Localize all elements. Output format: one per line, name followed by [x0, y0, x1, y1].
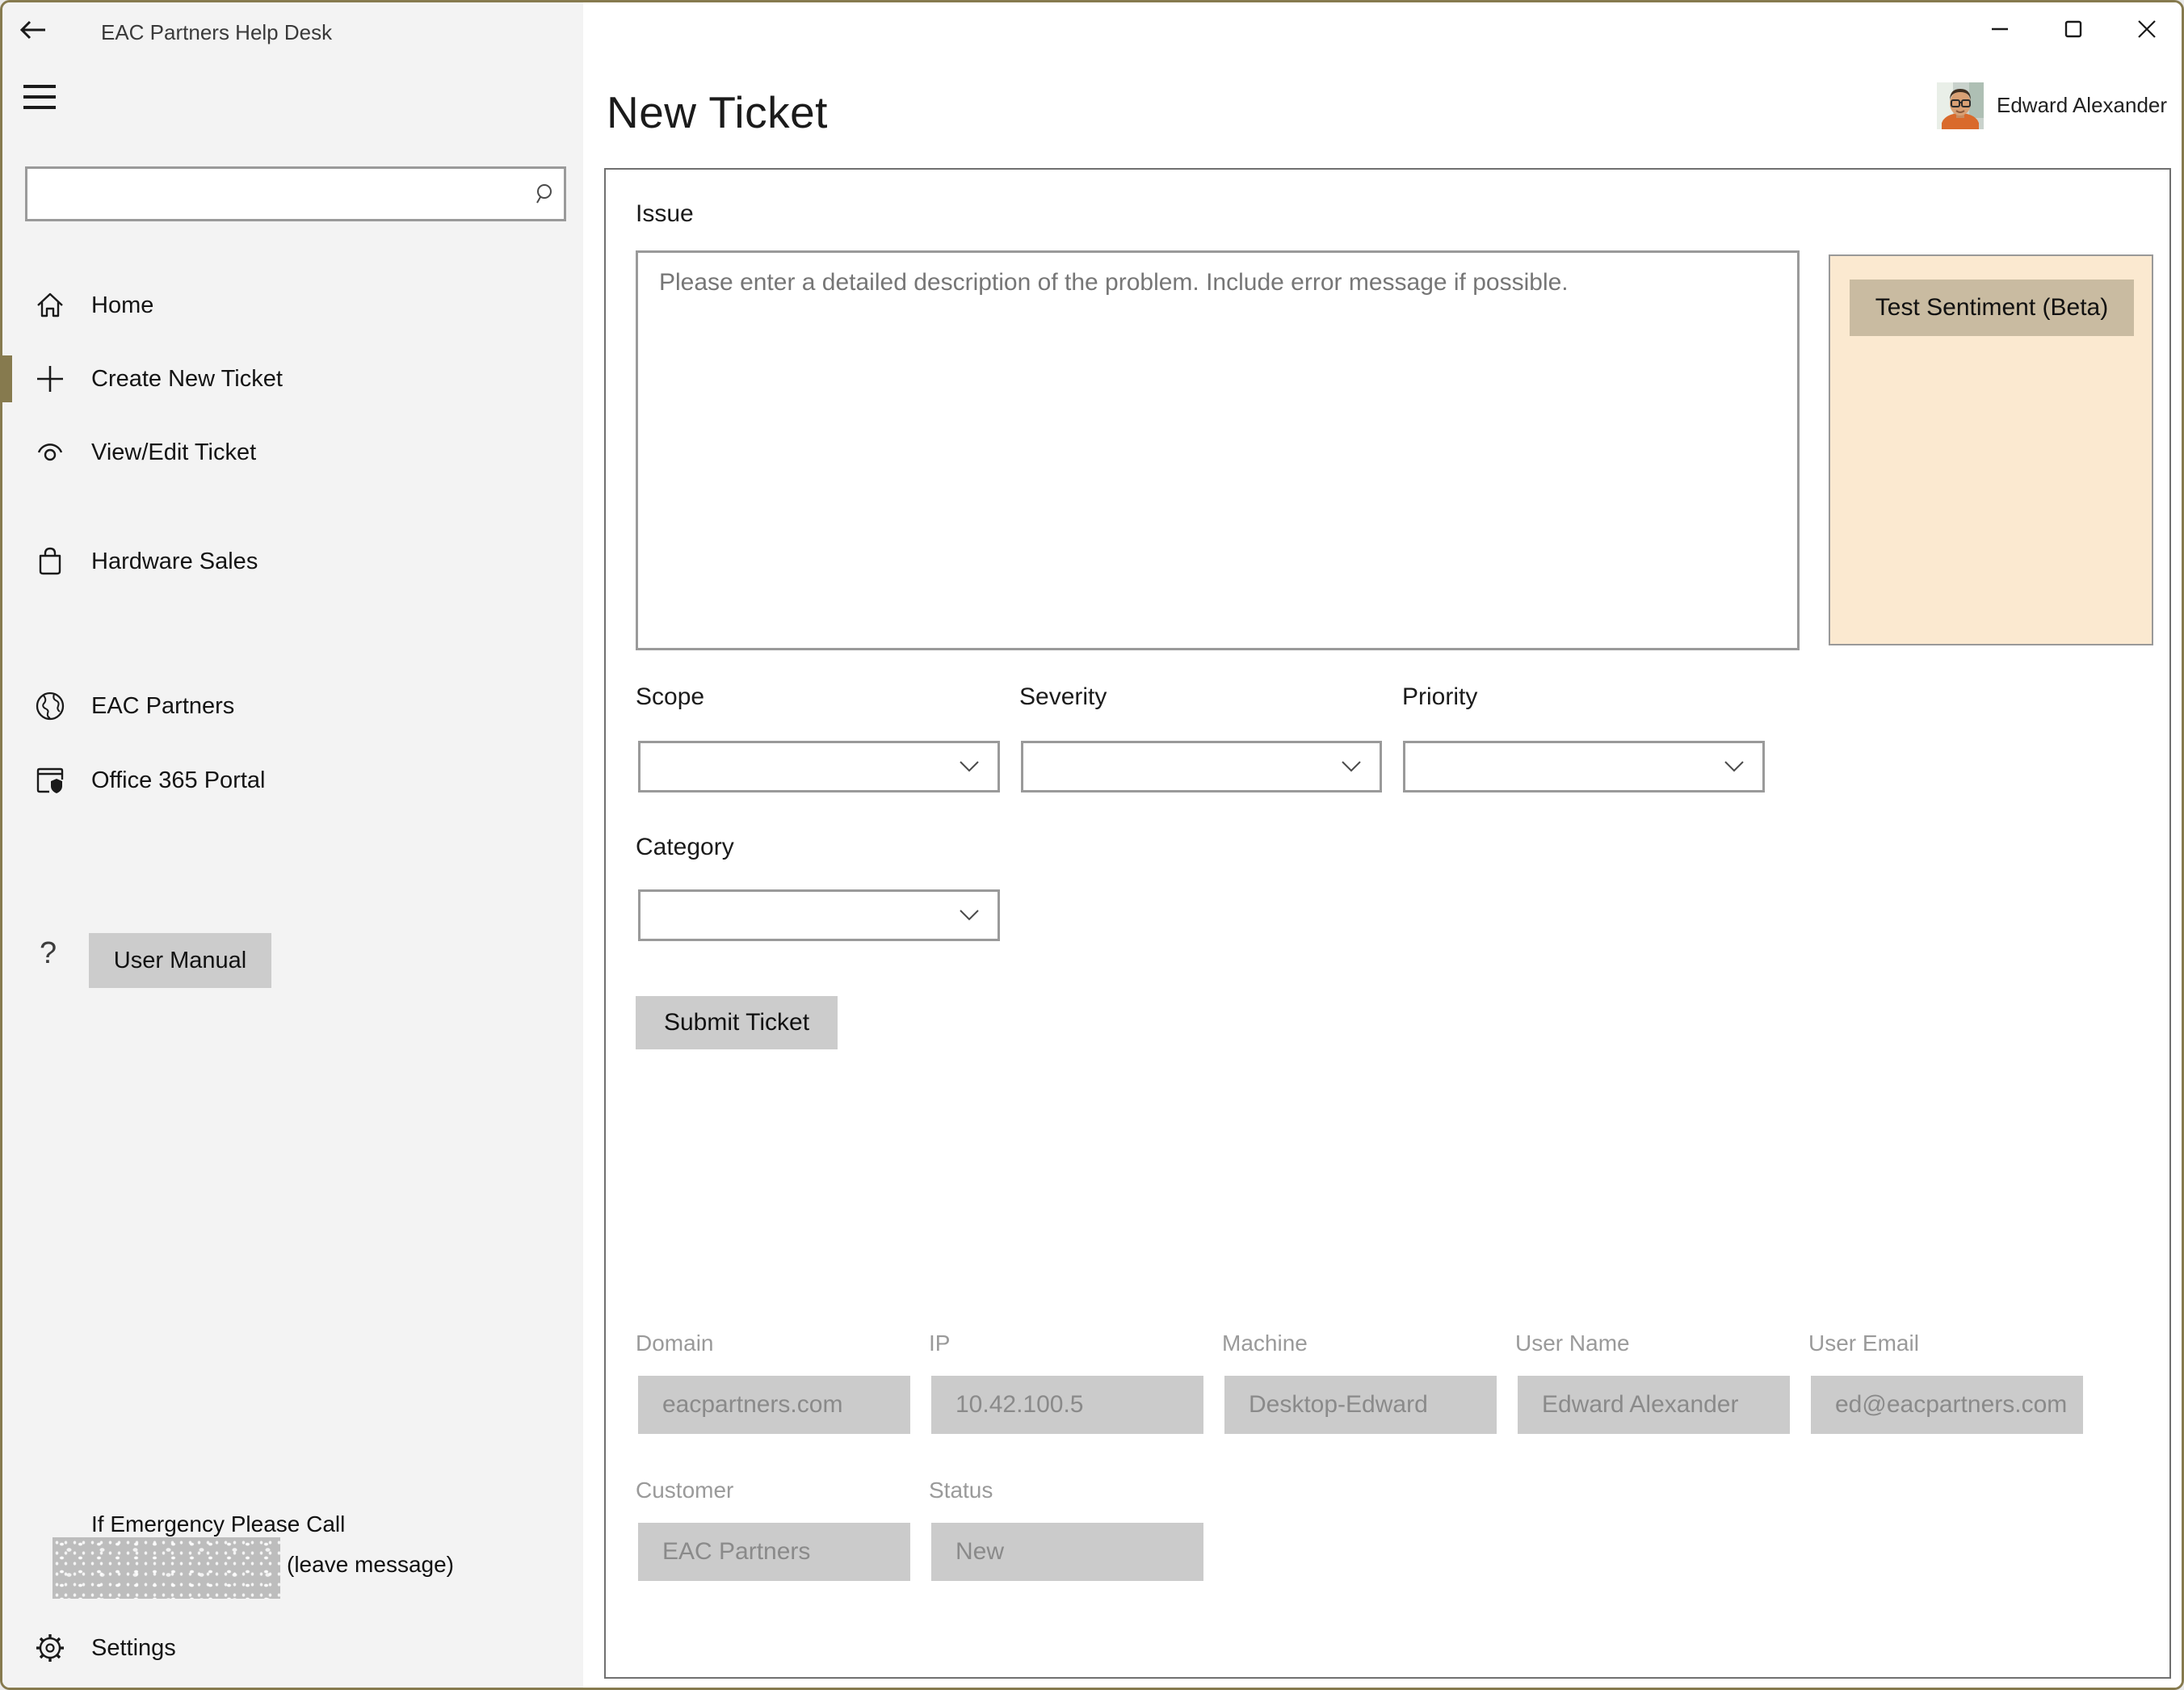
- sidebar-item-label: Office 365 Portal: [91, 767, 266, 793]
- page-title: New Ticket: [607, 87, 828, 137]
- machine-label: Machine: [1222, 1331, 1308, 1356]
- search-icon[interactable]: [527, 182, 564, 206]
- hamburger-menu-icon[interactable]: [23, 85, 61, 116]
- severity-dropdown[interactable]: [1021, 741, 1382, 792]
- customer-label: Customer: [636, 1478, 734, 1503]
- sidebar-item-create-new-ticket[interactable]: [2, 343, 583, 415]
- machine-field: Desktop-Edward: [1224, 1376, 1497, 1434]
- gear-icon: [32, 1629, 69, 1667]
- ip-field: 10.42.100.5: [931, 1376, 1203, 1434]
- globe-icon: [32, 687, 69, 725]
- submit-ticket-label: Submit Ticket: [663, 1009, 810, 1036]
- user-manual-button[interactable]: [89, 933, 271, 988]
- issue-label: Issue: [636, 200, 694, 227]
- chevron-down-icon: [959, 760, 980, 773]
- sidebar-item-hardware-sales[interactable]: [2, 525, 583, 598]
- sidebar-item-home[interactable]: [2, 269, 583, 342]
- sidebar-item-view-edit-ticket[interactable]: [2, 416, 583, 489]
- sidebar: [2, 2, 583, 1688]
- scope-label: Scope: [636, 683, 705, 710]
- user-name-field: Edward Alexander: [1518, 1376, 1790, 1434]
- priority-label: Priority: [1402, 683, 1478, 710]
- issue-textarea[interactable]: [636, 250, 1800, 650]
- user-name: Edward Alexander: [1997, 93, 2168, 117]
- severity-label: Severity: [1019, 683, 1107, 710]
- eye-icon: [32, 434, 69, 471]
- close-icon: [2136, 19, 2157, 40]
- user-avatar[interactable]: [1937, 82, 1984, 129]
- chevron-down-icon: [1724, 760, 1745, 773]
- sidebar-item-settings[interactable]: [2, 1612, 583, 1684]
- category-dropdown[interactable]: [638, 889, 1000, 941]
- back-arrow-icon: [18, 17, 48, 43]
- sidebar-item-label: Home: [91, 292, 154, 318]
- emergency-text-line2: (leave message): [287, 1552, 454, 1577]
- back-button[interactable]: [12, 9, 54, 51]
- sidebar-item-label: Create New Ticket: [91, 365, 283, 392]
- chevron-down-icon: [959, 909, 980, 922]
- settings-label: Settings: [91, 1634, 176, 1661]
- submit-ticket-button[interactable]: [636, 996, 838, 1049]
- sidebar-item-label: EAC Partners: [91, 692, 235, 719]
- category-label: Category: [636, 834, 734, 860]
- user-email-label: User Email: [1808, 1331, 1919, 1356]
- plus-icon: [32, 360, 69, 397]
- home-icon: [32, 287, 69, 324]
- customer-field: EAC Partners: [638, 1523, 910, 1581]
- redacted-phone-number: [52, 1537, 280, 1599]
- status-label: Status: [929, 1478, 993, 1503]
- minimize-icon: [1990, 19, 2010, 39]
- maximize-button[interactable]: [2048, 9, 2099, 49]
- ip-label: IP: [929, 1331, 951, 1356]
- status-field: New: [931, 1523, 1203, 1581]
- sidebar-item-label: View/Edit Ticket: [91, 439, 257, 465]
- domain-label: Domain: [636, 1331, 714, 1356]
- user-email-field: ed@eacpartners.com: [1811, 1376, 2083, 1434]
- priority-dropdown[interactable]: [1403, 741, 1765, 792]
- portal-shield-icon: [32, 762, 69, 799]
- main-area: [583, 2, 2182, 1688]
- chevron-down-icon: [1341, 760, 1362, 773]
- sidebar-item-office-365-portal[interactable]: [2, 744, 583, 817]
- user-name-label: User Name: [1515, 1331, 1630, 1356]
- test-sentiment-button[interactable]: [1850, 280, 2134, 336]
- help-question-icon: ?: [40, 936, 57, 970]
- emergency-text-line1: If Emergency Please Call: [91, 1511, 346, 1537]
- search-box: [25, 166, 566, 221]
- maximize-icon: [2064, 19, 2083, 39]
- app-title: EAC Partners Help Desk: [101, 20, 333, 44]
- search-input[interactable]: [27, 169, 527, 219]
- sidebar-item-eac-partners[interactable]: [2, 670, 583, 742]
- close-button[interactable]: [2121, 9, 2173, 49]
- test-sentiment-label: Test Sentiment (Beta): [1875, 294, 2109, 321]
- domain-field: eacpartners.com: [638, 1376, 910, 1434]
- shopping-bag-icon: [32, 543, 69, 580]
- user-manual-label: User Manual: [113, 947, 247, 973]
- scope-dropdown[interactable]: [638, 741, 1000, 792]
- sidebar-item-label: Hardware Sales: [91, 548, 258, 574]
- minimize-button[interactable]: [1974, 9, 2026, 49]
- new-ticket-form: [604, 168, 2171, 1679]
- sentiment-panel: [1829, 254, 2153, 645]
